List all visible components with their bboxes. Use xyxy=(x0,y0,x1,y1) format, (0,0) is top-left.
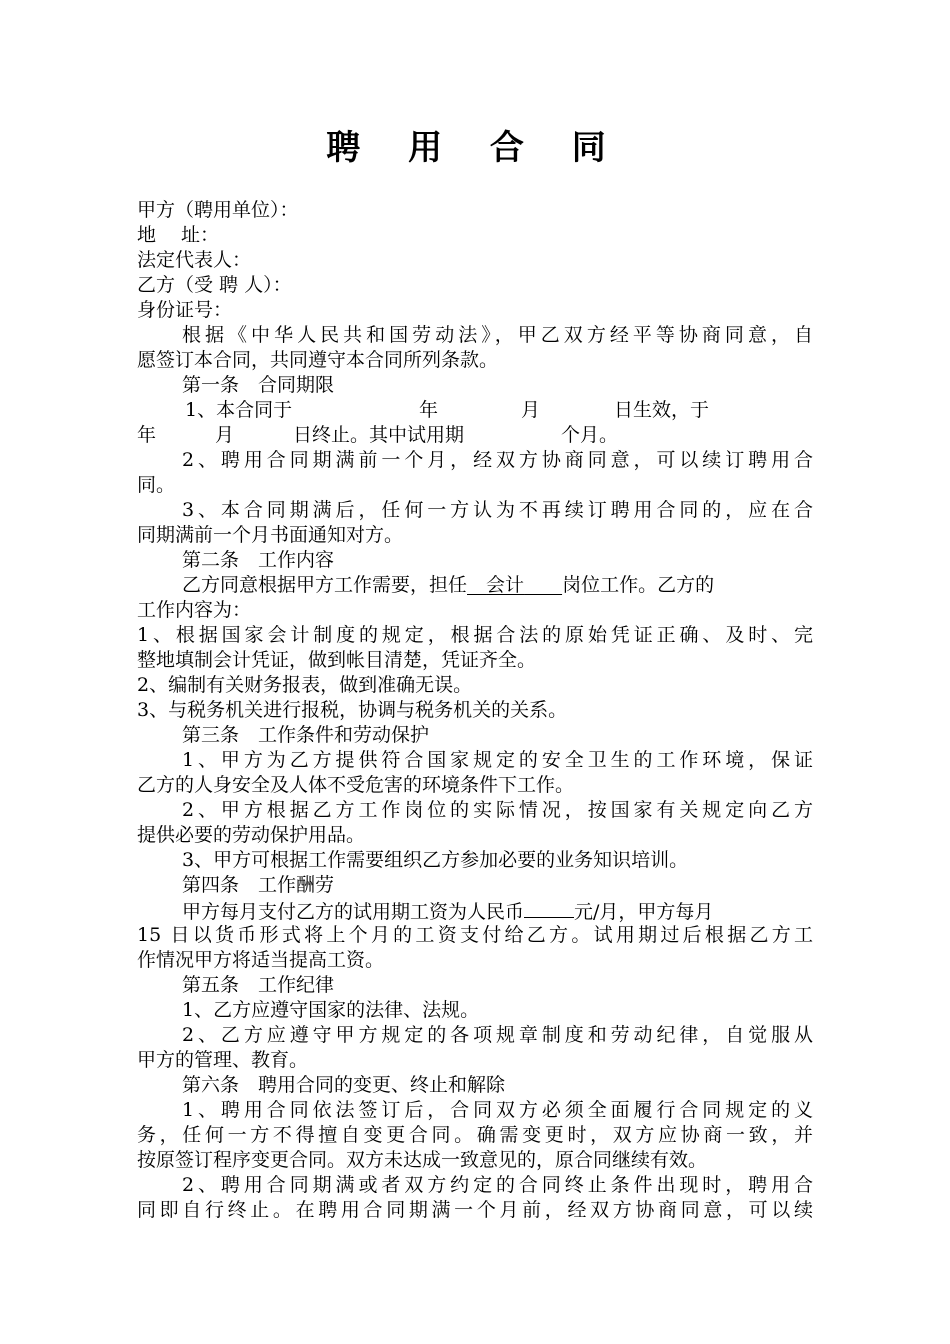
article-4-p1-line-2: 15 日以货币形式将上个月的工资支付给乙方。试用期过后根据乙方工 xyxy=(137,924,813,946)
document-title: 聘 用 合 同 xyxy=(326,128,624,168)
article-1-term-line-2 xyxy=(137,423,813,448)
term-start-month: 月 xyxy=(521,399,541,421)
article-2-p1-line-1 xyxy=(137,573,813,598)
article-1-term-line-1 xyxy=(137,398,813,423)
term-start-year: 年 xyxy=(419,399,439,421)
party-a-line: 甲方（聘用单位）： xyxy=(137,199,299,221)
article-3-p2-line-1: 2、甲方根据乙方工作岗位的实际情况，按国家有关规定向乙方 xyxy=(182,799,813,821)
article-6-p2-line-2: 同即自行终止。在聘用合同期满一个月前，经双方协商同意，可以续 xyxy=(137,1199,813,1221)
article-1-p3-line-2: 同期满前一个月书面通知对方。 xyxy=(137,524,404,546)
article-6-p1-line-1: 1、聘用合同依法签订后，合同双方必须全面履行合同规定的义 xyxy=(182,1099,813,1121)
article-5-p2-line-1: 2、乙方应遵守甲方规定的各项规章制度和劳动纪律，自觉服从 xyxy=(182,1024,813,1046)
article-4-p1-line-3: 作情况甲方将适当提高工资。 xyxy=(137,949,385,971)
salary-blank xyxy=(524,898,574,918)
id-number-line: 身份证号： xyxy=(137,299,233,321)
article-6-p2-line-1: 2、聘用合同期满或者双方约定的合同终止条件出现时，聘用合 xyxy=(182,1174,813,1196)
article-5-heading: 第五条 工作纪律 xyxy=(182,974,335,996)
article-3-p1-line-1: 1、甲方为乙方提供符合国家规定的安全卫生的工作环境，保证 xyxy=(182,749,813,771)
article-1-heading: 第一条 合同期限 xyxy=(182,374,335,396)
article-3-p3: 3、甲方可根据工作需要组织乙方参加必要的业务知识培训。 xyxy=(182,849,689,871)
article-6-heading: 第六条 聘用合同的变更、终止和解除 xyxy=(182,1074,506,1096)
legal-rep-line: 法定代表人： xyxy=(137,249,252,271)
article-6-p1-line-2: 务，任何一方不得擅自变更合同。确需变更时，双方应协商一致，并 xyxy=(137,1124,813,1146)
article-1-p3-line-1: 3、本合同期满后，任何一方认为不再续订聘用合同的，应在合 xyxy=(182,499,813,521)
term-start-day: 日生效，于 xyxy=(614,399,710,421)
intro-line-2: 愿签订本合同，共同遵守本合同所列条款。 xyxy=(137,349,499,371)
salary-prefix: 甲方每月支付乙方的试用期工资为人民币 xyxy=(182,901,525,923)
article-3-p1-line-2: 乙方的人身安全及人体不受危害的环境条件下工作。 xyxy=(137,774,575,796)
term-end-day: 日终止。其中试用期 xyxy=(293,424,465,446)
probation-months: 个月。 xyxy=(561,424,619,446)
term-start-label: 1、本合同于 xyxy=(185,399,293,421)
article-5-p2-line-2: 甲方的管理、教育。 xyxy=(137,1049,309,1071)
position-prefix: 乙方同意根据甲方工作需要，担任 xyxy=(182,574,468,596)
article-1-p2-line-2: 同。 xyxy=(137,474,176,496)
term-end-year: 年 xyxy=(137,424,157,446)
term-end-month: 月 xyxy=(215,424,235,446)
party-b-line: 乙方（受 聘 人）： xyxy=(137,274,292,296)
article-3-heading: 第三条 工作条件和劳动保护 xyxy=(182,724,430,746)
article-2-item-3: 3、与税务机关进行报税，协调与税务机关的关系。 xyxy=(137,699,568,721)
article-2-item-2: 2、编制有关财务报表，做到准确无误。 xyxy=(137,674,473,696)
salary-suffix: 元/月，甲方每月 xyxy=(574,901,714,923)
article-2-heading: 第二条 工作内容 xyxy=(182,549,335,571)
article-6-p1-line-3: 按原签订程序变更合同。双方未达成一致意见的，原合同继续有效。 xyxy=(137,1149,708,1171)
article-2-p1-line-2: 工作内容为： xyxy=(137,599,252,621)
article-4-heading: 第四条 工作酬劳 xyxy=(182,874,335,896)
position-value: 会计 xyxy=(486,574,525,596)
intro-line-1: 根据《中华人民共和国劳动法》，甲乙双方经平等协商同意，自 xyxy=(182,324,813,346)
article-4-p1-line-1 xyxy=(137,898,813,923)
document-body xyxy=(137,198,813,1223)
address-line: 地 址： xyxy=(137,224,220,246)
article-1-p2-line-1: 2、聘用合同期满前一个月，经双方协商同意，可以续订聘用合 xyxy=(182,449,813,471)
article-2-item-1-line-1: 1、根据国家会计制度的规定，根据合法的原始凭证正确、及时、完 xyxy=(137,624,813,646)
position-suffix: 岗位工作。乙方的 xyxy=(562,574,715,596)
article-3-p2-line-2: 提供必要的劳动保护用品。 xyxy=(137,824,366,846)
article-5-p1: 1、乙方应遵守国家的法律、法规。 xyxy=(182,999,480,1021)
article-2-item-1-line-2: 整地填制会计凭证，做到帐目清楚，凭证齐全。 xyxy=(137,649,537,671)
